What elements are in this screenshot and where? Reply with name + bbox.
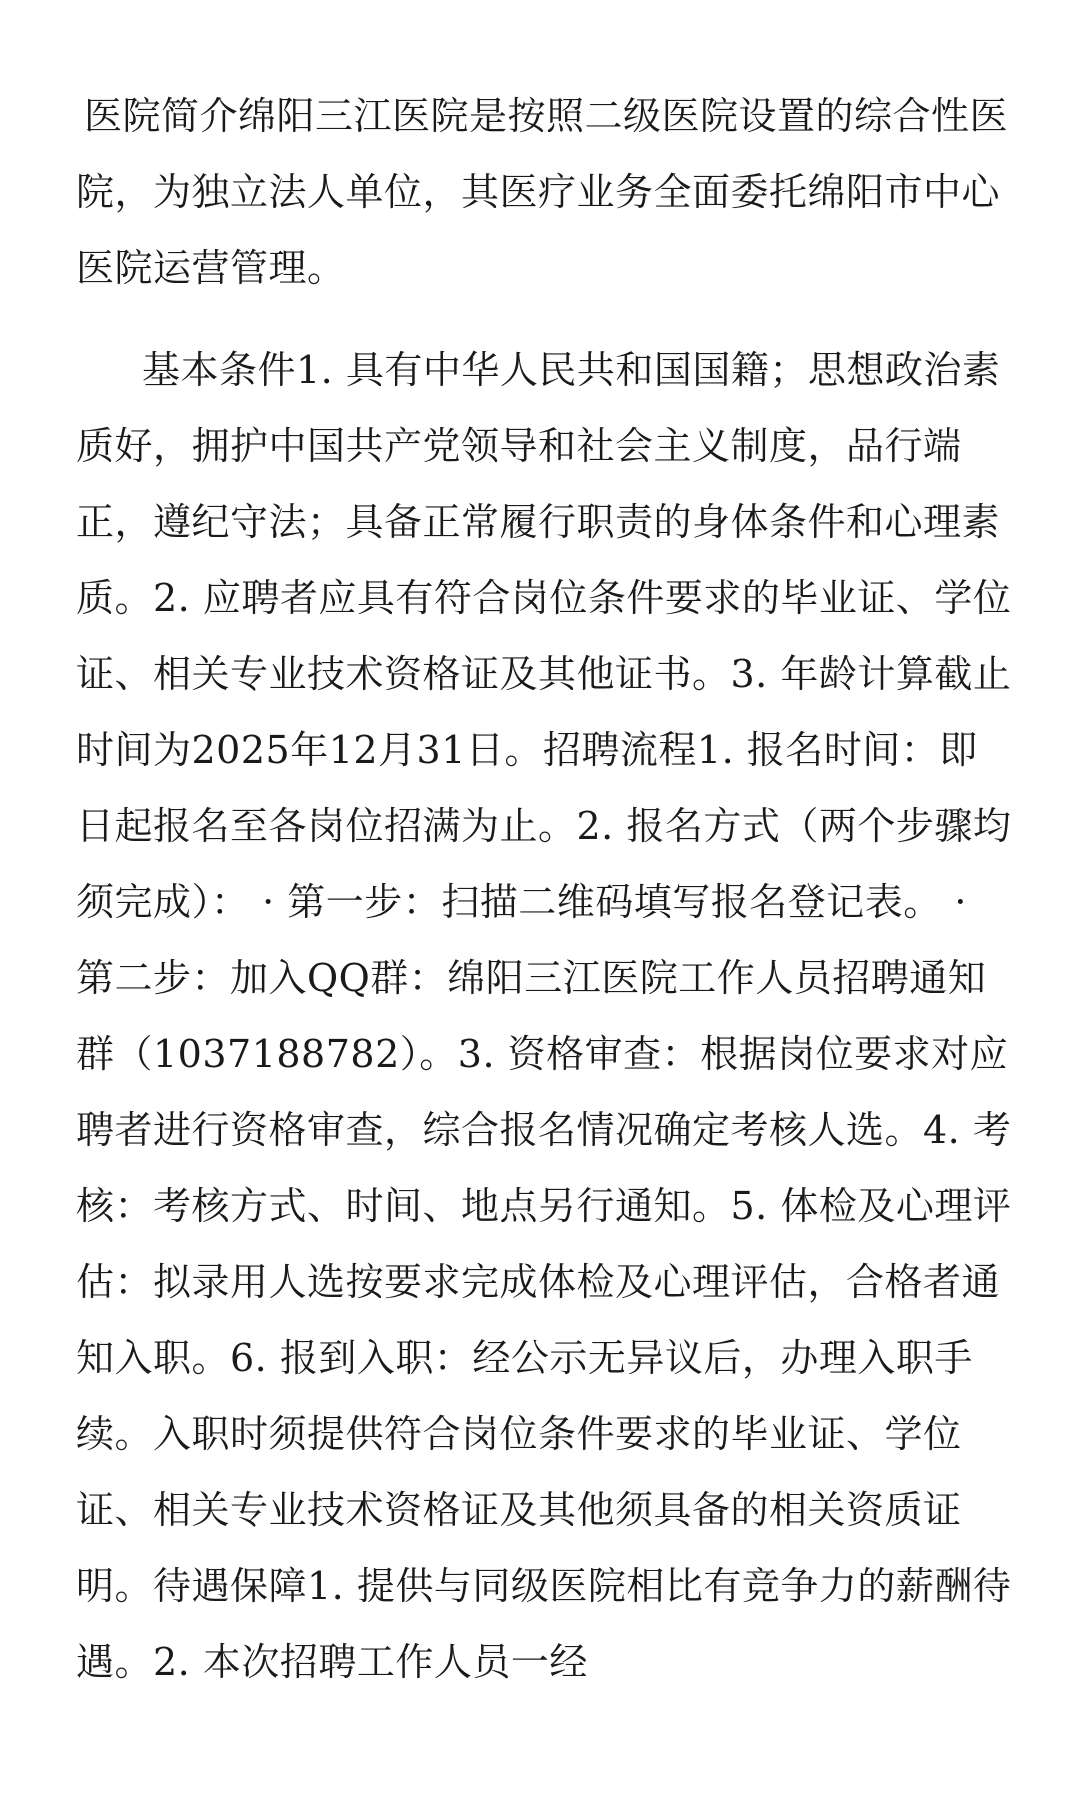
- article-body: [76, 78, 1016, 1700]
- paragraph-hospital-intro: 医院简介绵阳三江医院是按照二级医院设置的综合性医院，为独立法人单位，其医疗业务全面委托绵阳市中心医院运营管理。: [76, 94, 1009, 290]
- paragraph-recruitment-details: 基本条件1. 具有中华人民共和国国籍；思想政治素质好，拥护中国共产党领导和社会主义制度，品行端正，遵纪守法；具备正常履行职责的身体条件和心理素质。2. 应聘者应具有符合岗位条件要求的毕业证、学位证、相关专业技术资格证及其他证书。3. 年龄计算截止时间为2025年12月31日。招聘流程1. 报名时间：即日起报名至各岗位招满为止。2. 报名方式（两个步骤均须完成）： · 第一步：扫描二维码填写报名登记表。 · 第二步：加入QQ群：绵阳三江医院工作人员招聘通知群（1037188782）。3. 资格审查：根据岗位要求对应聘者进行资格审查，综合报名情况确定考核人选。4. 考核：考核方式、时间、地点另行通知。5. 体检及心理评估：拟录用人选按要求完成体检及心理评估，合格者通知入职。6. 报到入职：经公示无异议后，办理入职手续。入职时须提供符合岗位条件要求的毕业证、学位证、相关专业技术资格证及其他须具备的相关资质证明。待遇保障1. 提供与同级医院相比有竞争力的薪酬待遇。2. 本次招聘工作人员一经: [76, 348, 1012, 1684]
